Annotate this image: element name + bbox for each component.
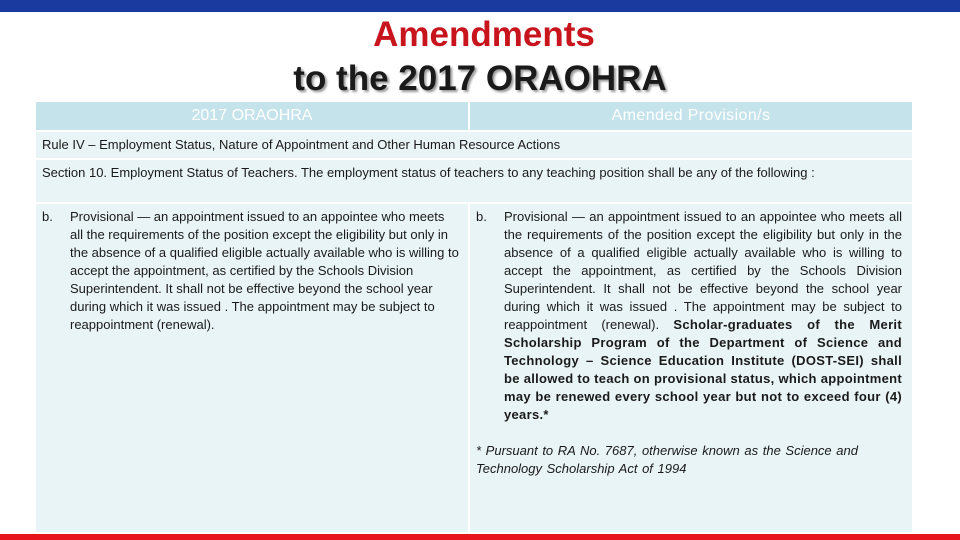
rule-row: Rule IV – Employment Status, Nature of Appointment and Other Human Resource Actions <box>36 132 912 158</box>
amended-provision-cell <box>470 204 912 532</box>
section-row: Section 10. Employment Status of Teachers. The employment status of teachers to any teaching position shall be any of the following : <box>36 160 912 202</box>
comparison-table <box>36 102 912 532</box>
amendment-text: Scholar-graduates of the Merit Scholarship Program of the Department of Science and Technology – Science Education Institute (DOST-SEI) shall be allowed to teach on provisional status, which appointment may be renewed every school year but not to exceed four (4) years.* <box>504 317 902 422</box>
header-original: 2017 ORAOHRA <box>36 102 468 130</box>
item-body <box>504 208 902 424</box>
item-text: Provisional — an appointment issued to an appointee who meets all the requirements of the position except the eligibility but only in the absence of a qualified eligible actually available who is willing to accept the appointment, as certified by the Schools Division Superintendent. It shall not be effective beyond the school year during which it was issued . The appointment may be subject to reappointment (renewal). <box>70 209 459 332</box>
bottom-accent-bar <box>0 534 960 540</box>
item-text: Provisional — an appointment issued to an appointee who meets all the requirements of the position except the eligibility but only in the absence of a qualified eligible actually available who is willing to accept the appointment, as certified by the Schools Division Superintendent. It shall not be effective beyond the school year during which it was issued . The appointment may be subject to reappointment (renewal). <box>504 209 902 332</box>
header-amended: Amended Provision/s <box>470 102 912 130</box>
item-label: b. <box>476 209 487 224</box>
original-provision-cell <box>36 204 468 532</box>
original-provision-item <box>42 208 460 334</box>
slide-title: Amendments <box>373 15 595 54</box>
slide-subtitle: to the 2017 ORAOHRA <box>293 59 667 98</box>
item-label: b. <box>42 209 53 224</box>
top-accent-bar <box>0 0 960 12</box>
footnote: * Pursuant to RA No. 7687, otherwise known as the Science and Technology Scholarship Act of 1994 <box>476 443 858 476</box>
amended-provision-item <box>476 208 902 424</box>
